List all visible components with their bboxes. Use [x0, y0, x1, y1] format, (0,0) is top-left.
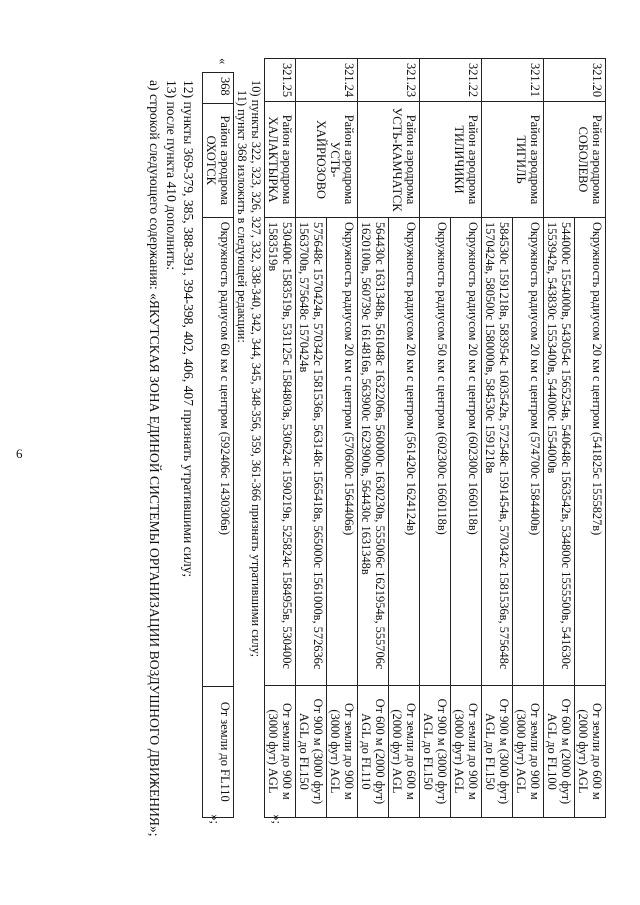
row-description: Окружность радиусом 20 км с центром (574700с 1584400в)	[513, 217, 544, 685]
row-area: Район аэродрома СОБОЛЕВО	[544, 102, 606, 218]
row-description: Окружность радиусом 50 км с центром (602300с 1660118в)	[420, 217, 451, 685]
row-altitude: От земли до 900 м (3000 фут) AGL	[327, 685, 358, 817]
row-description: 544000с 1554000в, 543054с 1565254в, 540648с 1563542в, 534800с 1555500в, 541630с 1553942в, 543830с 1553400в, 544000с 1554000в	[544, 217, 575, 685]
row-altitude: От земли до 900 м (3000 фут) AGL	[513, 685, 544, 817]
row-altitude: От земли до FL110	[203, 686, 234, 818]
row-description: Окружность радиусом 20 км с центром (570600с 1564406в)	[327, 217, 358, 685]
row-area: Район аэродрома ТИГИЛЬ	[482, 102, 544, 218]
table-row	[451, 59, 482, 818]
airspace-table	[264, 58, 606, 818]
closing-quote-mark: »;	[208, 814, 222, 824]
row-description: 564430с 1631348в, 561048с 1632206в, 560000с 1630230в, 555006с 1621954в, 555706с 1620100в, 560739с 1614816в, 563900с 1623900в, 564430с 1631348в	[358, 217, 389, 685]
table-row	[203, 73, 234, 818]
row-description: Окружность радиусом 20 км с центром (561420с 1624124в)	[389, 217, 420, 685]
item-11-text: 11) пункт 368 изложить в следующей редакции:	[235, 90, 249, 343]
item-a-text: а) строкой следующего содержания: «ЯКУТСКАЯ ЗОНА ЕДИНОЙ СИСТЕМЫ ОРГАНИЗАЦИИ ВОЗДУШНОГО ДВИЖЕНИЯ»;	[147, 80, 162, 837]
row-code: 321.25	[265, 59, 296, 102]
row-altitude: От 600 м (2000 фут) AGL до FL110	[358, 685, 389, 817]
table-row	[389, 59, 420, 818]
row-altitude: От земли до 600 м (2000 фут) AGL	[575, 685, 606, 817]
table-row	[327, 59, 358, 818]
row-altitude: От земли до 900 м (3000 фут) AGL	[451, 685, 482, 817]
row-description: 575648с 1570424в, 570342с 1581536в, 563148с 1565418в, 565000с 1561000в, 572636с 1563700в, 575648с 1570424в	[296, 217, 327, 685]
row-altitude: От 900 м (3000 фут) AGL до FL150	[482, 685, 513, 817]
table-row	[575, 59, 606, 818]
row-code: 321.24	[296, 59, 358, 102]
row-area: Район аэродрома ТИЛИЧИКИ	[420, 102, 482, 218]
row-altitude: От земли до 900 м (3000 фут) AGL	[265, 685, 296, 817]
closing-quote-mark: »;	[270, 814, 284, 824]
opening-quote-mark: «	[216, 58, 230, 65]
row-area: Район аэродрома ХАЛАКТЫРКА	[265, 102, 296, 218]
item-12-text: 12) пункты 369-379, 385, 388-391, 394-398, 402, 406, 407 признать утратившими силу;	[181, 80, 196, 578]
row-368-table	[202, 72, 234, 818]
row-description: Окружность радиусом 60 км с центром (592406с 1430306в)	[203, 217, 234, 686]
row-area: Район аэродрома УСТЬ-ХАЙРЮЗОВО	[296, 102, 358, 218]
row-altitude: От 900 м (3000 фут) AGL до FL150	[296, 685, 327, 817]
row-altitude: От земли до 600 м (2000 фут) AGL	[389, 685, 420, 817]
row-altitude: От 600 м (2000 фут) AGL до FL100	[544, 685, 575, 817]
item-13-text: 13) после пункта 410 дополнить:	[164, 80, 179, 271]
row-code: 321.20	[544, 59, 606, 102]
row-altitude: От 900 м (3000 фут) AGL до FL150	[420, 685, 451, 817]
row-code: 368	[203, 73, 234, 104]
row-description: Окружность радиусом 20 км с центром (602300с 1660118в)	[451, 217, 482, 685]
airspace-table-wrap	[264, 58, 606, 824]
row-description: 584530с 1591218в, 583954с 1603542в, 572548с 1591454в, 570342с 1581536в, 575648с 1570424в, 580500с 1580000в, 584530с 1591218в	[482, 217, 513, 685]
row-description: 530400с 1583519в, 531125с 1584803в, 530624с 1590219в, 525824с 1584955в, 530400с 1583519в	[265, 217, 296, 685]
row-code: 321.21	[482, 59, 544, 102]
row-code: 321.22	[420, 59, 482, 102]
item-10-text: 10) пункты 322, 323, 326, 327, 332, 338-340, 342, 344, 345, 348-356, 359, 361-366 признать утратившими силу;	[249, 80, 263, 658]
table-row	[513, 59, 544, 818]
rotated-document-body	[58, 40, 606, 860]
page-number: 6	[16, 446, 23, 461]
amendment-items	[146, 80, 197, 860]
row-code: 321.23	[358, 59, 420, 102]
table-row	[265, 59, 296, 818]
row-area: Район аэродрома УСТЬ-КАМЧАТСК	[358, 102, 420, 218]
row-368-table-wrap	[202, 58, 234, 824]
row-area: Район аэродрома ОХОТСК	[203, 103, 234, 217]
row-description: Окружность радиусом 20 км с центром (541825с 1555827в)	[575, 217, 606, 685]
